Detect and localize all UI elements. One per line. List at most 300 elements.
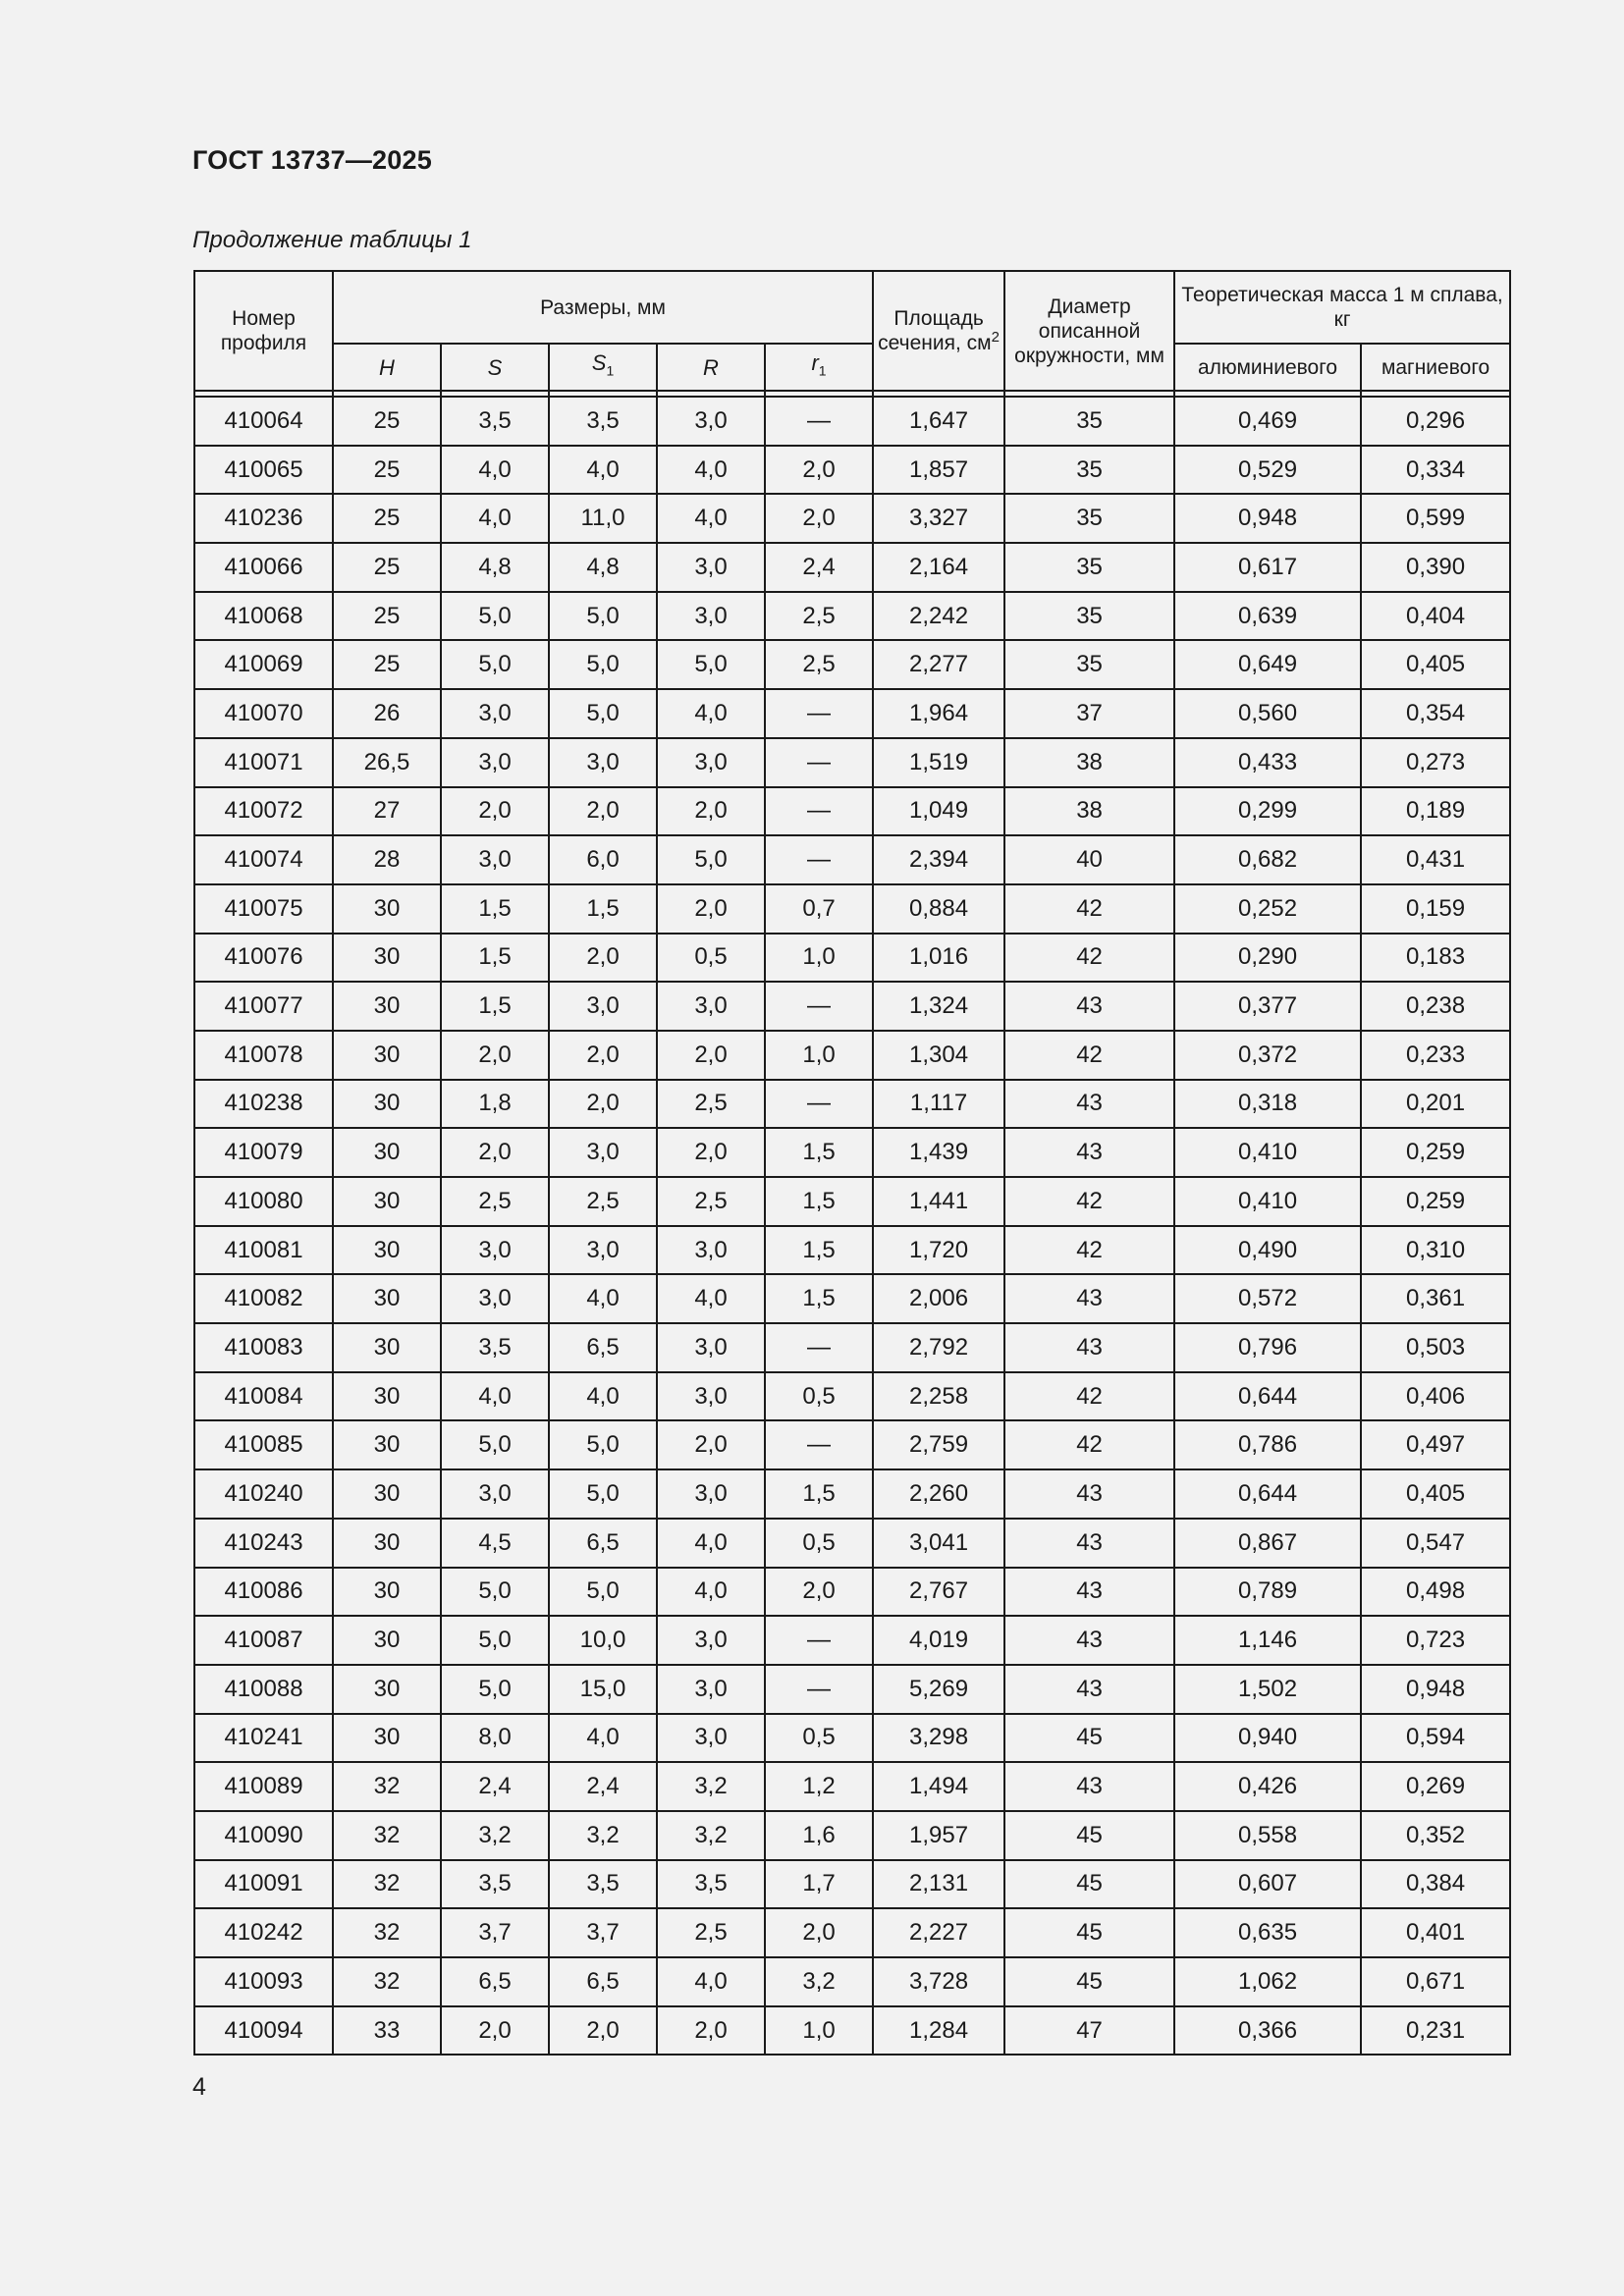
cell-R: 2,0 xyxy=(657,1128,765,1177)
table-row xyxy=(194,1323,1510,1372)
cell-area: 2,006 xyxy=(873,1274,1004,1323)
cell-area: 5,269 xyxy=(873,1665,1004,1714)
cell-diameter: 42 xyxy=(1004,1226,1174,1275)
cell-profile-number: 410080 xyxy=(194,1177,333,1226)
table-row xyxy=(194,738,1510,787)
cell-R: 5,0 xyxy=(657,640,765,689)
cell-diameter: 35 xyxy=(1004,446,1174,495)
cell-S1: 15,0 xyxy=(549,1665,657,1714)
cell-diameter: 43 xyxy=(1004,1274,1174,1323)
cell-S1: 5,0 xyxy=(549,1420,657,1469)
cell-mass-aluminum: 0,426 xyxy=(1174,1762,1361,1811)
cell-mass-aluminum: 0,529 xyxy=(1174,446,1361,495)
cell-S: 3,0 xyxy=(441,1274,549,1323)
cell-profile-number: 410236 xyxy=(194,494,333,543)
cell-area: 3,327 xyxy=(873,494,1004,543)
cell-mass-aluminum: 0,789 xyxy=(1174,1568,1361,1617)
cell-R: 4,0 xyxy=(657,1519,765,1568)
cell-H: 25 xyxy=(333,397,441,446)
cell-S1: 3,5 xyxy=(549,397,657,446)
table-row xyxy=(194,884,1510,934)
cell-profile-number: 410076 xyxy=(194,934,333,983)
cell-S: 5,0 xyxy=(441,640,549,689)
cell-diameter: 43 xyxy=(1004,1323,1174,1372)
cell-diameter: 47 xyxy=(1004,2006,1174,2056)
cell-r1: 1,5 xyxy=(765,1226,873,1275)
cell-r1: — xyxy=(765,982,873,1031)
cell-mass-aluminum: 0,639 xyxy=(1174,592,1361,641)
cell-mass-magnesium: 0,671 xyxy=(1361,1957,1510,2006)
cell-R: 3,0 xyxy=(657,982,765,1031)
cell-diameter: 43 xyxy=(1004,1568,1174,1617)
header-S1-sub: 1 xyxy=(606,362,615,379)
cell-S: 2,5 xyxy=(441,1177,549,1226)
cell-mass-aluminum: 0,410 xyxy=(1174,1177,1361,1226)
header-area-text: Площадь сечения, см xyxy=(878,307,992,354)
cell-r1: 0,5 xyxy=(765,1714,873,1763)
header-mass: Теоретическая масса 1 м сплава, кг xyxy=(1174,271,1510,344)
table-row xyxy=(194,1177,1510,1226)
cell-profile-number: 410091 xyxy=(194,1860,333,1909)
cell-diameter: 43 xyxy=(1004,1762,1174,1811)
cell-S1: 6,5 xyxy=(549,1323,657,1372)
cell-S: 3,0 xyxy=(441,1226,549,1275)
cell-mass-aluminum: 0,635 xyxy=(1174,1908,1361,1957)
cell-area: 1,284 xyxy=(873,2006,1004,2056)
cell-diameter: 43 xyxy=(1004,1519,1174,1568)
cell-mass-magnesium: 0,183 xyxy=(1361,934,1510,983)
table-row xyxy=(194,1908,1510,1957)
cell-area: 2,258 xyxy=(873,1372,1004,1421)
table-row xyxy=(194,1714,1510,1763)
table-row xyxy=(194,1762,1510,1811)
table-row xyxy=(194,1226,1510,1275)
cell-S1: 2,0 xyxy=(549,1031,657,1080)
cell-mass-magnesium: 0,503 xyxy=(1361,1323,1510,1372)
table-row xyxy=(194,1957,1510,2006)
cell-diameter: 35 xyxy=(1004,543,1174,592)
cell-r1: 0,7 xyxy=(765,884,873,934)
cell-R: 0,5 xyxy=(657,934,765,983)
cell-r1: 1,5 xyxy=(765,1274,873,1323)
table-row xyxy=(194,494,1510,543)
header-H: H xyxy=(333,344,441,391)
cell-S: 3,0 xyxy=(441,689,549,738)
cell-S: 2,0 xyxy=(441,1031,549,1080)
cell-diameter: 45 xyxy=(1004,1860,1174,1909)
cell-area: 2,394 xyxy=(873,835,1004,884)
cell-R: 2,0 xyxy=(657,2006,765,2056)
cell-mass-magnesium: 0,334 xyxy=(1361,446,1510,495)
cell-profile-number: 410081 xyxy=(194,1226,333,1275)
cell-mass-magnesium: 0,498 xyxy=(1361,1568,1510,1617)
header-profile-number: Номер профиля xyxy=(194,271,333,391)
cell-S1: 2,4 xyxy=(549,1762,657,1811)
cell-S: 3,5 xyxy=(441,1323,549,1372)
cell-H: 25 xyxy=(333,446,441,495)
table-caption: Продолжение таблицы 1 xyxy=(192,227,472,253)
cell-r1: — xyxy=(765,689,873,738)
cell-R: 3,0 xyxy=(657,1323,765,1372)
cell-mass-aluminum: 0,560 xyxy=(1174,689,1361,738)
cell-area: 0,884 xyxy=(873,884,1004,934)
cell-R: 3,0 xyxy=(657,592,765,641)
cell-diameter: 38 xyxy=(1004,787,1174,836)
cell-S: 2,4 xyxy=(441,1762,549,1811)
cell-r1: 2,0 xyxy=(765,1908,873,1957)
cell-H: 30 xyxy=(333,1568,441,1617)
cell-diameter: 38 xyxy=(1004,738,1174,787)
cell-S1: 3,7 xyxy=(549,1908,657,1957)
cell-diameter: 40 xyxy=(1004,835,1174,884)
cell-profile-number: 410066 xyxy=(194,543,333,592)
cell-r1: 2,5 xyxy=(765,592,873,641)
cell-S: 1,8 xyxy=(441,1080,549,1129)
cell-r1: — xyxy=(765,1323,873,1372)
cell-H: 30 xyxy=(333,1323,441,1372)
cell-S1: 6,5 xyxy=(549,1957,657,2006)
cell-mass-aluminum: 0,796 xyxy=(1174,1323,1361,1372)
cell-profile-number: 410074 xyxy=(194,835,333,884)
cell-profile-number: 410088 xyxy=(194,1665,333,1714)
cell-mass-magnesium: 0,233 xyxy=(1361,1031,1510,1080)
table-body xyxy=(194,397,1510,2055)
header-r1-sub: 1 xyxy=(818,362,827,379)
cell-H: 30 xyxy=(333,884,441,934)
table-row xyxy=(194,592,1510,641)
cell-mass-magnesium: 0,159 xyxy=(1361,884,1510,934)
cell-S: 5,0 xyxy=(441,1616,549,1665)
cell-r1: — xyxy=(765,835,873,884)
cell-diameter: 45 xyxy=(1004,1714,1174,1763)
cell-profile-number: 410079 xyxy=(194,1128,333,1177)
cell-diameter: 42 xyxy=(1004,934,1174,983)
header-R: R xyxy=(657,344,765,391)
header-magnesium: магниевого xyxy=(1361,344,1510,391)
cell-mass-magnesium: 0,238 xyxy=(1361,982,1510,1031)
cell-mass-aluminum: 0,940 xyxy=(1174,1714,1361,1763)
cell-diameter: 42 xyxy=(1004,1372,1174,1421)
cell-S: 8,0 xyxy=(441,1714,549,1763)
cell-R: 3,5 xyxy=(657,1860,765,1909)
cell-S1: 3,2 xyxy=(549,1811,657,1860)
cell-R: 3,0 xyxy=(657,738,765,787)
cell-S: 1,5 xyxy=(441,934,549,983)
cell-S1: 4,0 xyxy=(549,446,657,495)
header-S1 xyxy=(549,344,657,391)
cell-S1: 4,0 xyxy=(549,1372,657,1421)
cell-profile-number: 410085 xyxy=(194,1420,333,1469)
cell-area: 2,277 xyxy=(873,640,1004,689)
cell-H: 26,5 xyxy=(333,738,441,787)
table-row xyxy=(194,640,1510,689)
cell-S: 3,0 xyxy=(441,738,549,787)
cell-H: 30 xyxy=(333,1420,441,1469)
cell-S1: 4,0 xyxy=(549,1274,657,1323)
cell-mass-magnesium: 0,547 xyxy=(1361,1519,1510,1568)
cell-mass-aluminum: 0,433 xyxy=(1174,738,1361,787)
cell-R: 3,0 xyxy=(657,1616,765,1665)
cell-diameter: 35 xyxy=(1004,640,1174,689)
cell-profile-number: 410094 xyxy=(194,2006,333,2056)
cell-r1: 2,0 xyxy=(765,494,873,543)
cell-r1: — xyxy=(765,787,873,836)
cell-area: 2,759 xyxy=(873,1420,1004,1469)
cell-H: 30 xyxy=(333,1177,441,1226)
table-row xyxy=(194,397,1510,446)
cell-mass-magnesium: 0,406 xyxy=(1361,1372,1510,1421)
cell-mass-aluminum: 0,366 xyxy=(1174,2006,1361,2056)
cell-S1: 4,8 xyxy=(549,543,657,592)
table-row xyxy=(194,1372,1510,1421)
cell-profile-number: 410077 xyxy=(194,982,333,1031)
cell-mass-aluminum: 1,062 xyxy=(1174,1957,1361,2006)
cell-mass-magnesium: 0,594 xyxy=(1361,1714,1510,1763)
cell-R: 2,5 xyxy=(657,1908,765,1957)
cell-r1: — xyxy=(765,1420,873,1469)
table-header xyxy=(194,271,1510,397)
cell-R: 3,2 xyxy=(657,1811,765,1860)
cell-mass-magnesium: 0,269 xyxy=(1361,1762,1510,1811)
cell-mass-magnesium: 0,384 xyxy=(1361,1860,1510,1909)
cell-r1: — xyxy=(765,1616,873,1665)
cell-mass-aluminum: 0,290 xyxy=(1174,934,1361,983)
cell-profile-number: 410078 xyxy=(194,1031,333,1080)
header-area xyxy=(873,271,1004,391)
cell-diameter: 42 xyxy=(1004,1177,1174,1226)
cell-r1: 3,2 xyxy=(765,1957,873,2006)
cell-r1: 0,5 xyxy=(765,1372,873,1421)
cell-S1: 11,0 xyxy=(549,494,657,543)
cell-S1: 2,5 xyxy=(549,1177,657,1226)
cell-area: 1,439 xyxy=(873,1128,1004,1177)
cell-r1: 2,5 xyxy=(765,640,873,689)
cell-profile-number: 410072 xyxy=(194,787,333,836)
profiles-table xyxy=(193,270,1511,2056)
cell-R: 3,0 xyxy=(657,397,765,446)
cell-H: 27 xyxy=(333,787,441,836)
cell-R: 2,0 xyxy=(657,1031,765,1080)
header-S: S xyxy=(441,344,549,391)
cell-S1: 2,0 xyxy=(549,2006,657,2056)
cell-profile-number: 410240 xyxy=(194,1469,333,1519)
cell-R: 2,5 xyxy=(657,1177,765,1226)
cell-mass-magnesium: 0,361 xyxy=(1361,1274,1510,1323)
cell-H: 25 xyxy=(333,543,441,592)
document-header: ГОСТ 13737—2025 xyxy=(192,145,432,175)
cell-profile-number: 410082 xyxy=(194,1274,333,1323)
cell-S1: 2,0 xyxy=(549,1080,657,1129)
cell-R: 4,0 xyxy=(657,1274,765,1323)
cell-mass-aluminum: 0,469 xyxy=(1174,397,1361,446)
header-dimensions: Размеры, мм xyxy=(333,271,873,344)
cell-r1: 1,5 xyxy=(765,1128,873,1177)
cell-area: 3,728 xyxy=(873,1957,1004,2006)
cell-mass-magnesium: 0,231 xyxy=(1361,2006,1510,2056)
cell-diameter: 43 xyxy=(1004,1128,1174,1177)
cell-S: 3,0 xyxy=(441,835,549,884)
cell-area: 2,767 xyxy=(873,1568,1004,1617)
cell-S1: 6,5 xyxy=(549,1519,657,1568)
cell-R: 4,0 xyxy=(657,1957,765,2006)
cell-S1: 3,0 xyxy=(549,738,657,787)
cell-S: 5,0 xyxy=(441,1665,549,1714)
cell-profile-number: 410068 xyxy=(194,592,333,641)
cell-H: 30 xyxy=(333,1665,441,1714)
cell-area: 1,857 xyxy=(873,446,1004,495)
cell-r1: 1,5 xyxy=(765,1469,873,1519)
table-row xyxy=(194,1128,1510,1177)
cell-area: 1,519 xyxy=(873,738,1004,787)
cell-diameter: 45 xyxy=(1004,1811,1174,1860)
page-number: 4 xyxy=(192,2073,206,2101)
cell-H: 30 xyxy=(333,1616,441,1665)
cell-mass-magnesium: 0,390 xyxy=(1361,543,1510,592)
cell-S1: 3,0 xyxy=(549,1226,657,1275)
cell-area: 1,117 xyxy=(873,1080,1004,1129)
cell-r1: 1,7 xyxy=(765,1860,873,1909)
cell-R: 2,0 xyxy=(657,787,765,836)
cell-R: 2,0 xyxy=(657,1420,765,1469)
cell-area: 2,227 xyxy=(873,1908,1004,1957)
cell-R: 3,0 xyxy=(657,1469,765,1519)
cell-profile-number: 410093 xyxy=(194,1957,333,2006)
cell-r1: — xyxy=(765,1080,873,1129)
cell-mass-magnesium: 0,259 xyxy=(1361,1128,1510,1177)
cell-H: 26 xyxy=(333,689,441,738)
table-row xyxy=(194,1568,1510,1617)
cell-S1: 5,0 xyxy=(549,592,657,641)
cell-S: 4,0 xyxy=(441,1372,549,1421)
cell-diameter: 43 xyxy=(1004,1616,1174,1665)
cell-area: 2,260 xyxy=(873,1469,1004,1519)
cell-mass-magnesium: 0,201 xyxy=(1361,1080,1510,1129)
cell-area: 4,019 xyxy=(873,1616,1004,1665)
cell-S1: 10,0 xyxy=(549,1616,657,1665)
cell-area: 1,016 xyxy=(873,934,1004,983)
cell-H: 30 xyxy=(333,982,441,1031)
cell-S: 2,0 xyxy=(441,2006,549,2056)
cell-R: 3,0 xyxy=(657,1372,765,1421)
table-row xyxy=(194,446,1510,495)
cell-mass-aluminum: 0,644 xyxy=(1174,1372,1361,1421)
cell-mass-magnesium: 0,401 xyxy=(1361,1908,1510,1957)
cell-area: 2,164 xyxy=(873,543,1004,592)
cell-mass-magnesium: 0,405 xyxy=(1361,640,1510,689)
cell-H: 32 xyxy=(333,1811,441,1860)
cell-S: 4,8 xyxy=(441,543,549,592)
cell-r1: 1,0 xyxy=(765,1031,873,1080)
cell-S: 1,5 xyxy=(441,982,549,1031)
cell-mass-aluminum: 1,146 xyxy=(1174,1616,1361,1665)
cell-diameter: 45 xyxy=(1004,1908,1174,1957)
cell-area: 1,957 xyxy=(873,1811,1004,1860)
cell-mass-magnesium: 0,599 xyxy=(1361,494,1510,543)
table-row xyxy=(194,1420,1510,1469)
cell-mass-aluminum: 0,649 xyxy=(1174,640,1361,689)
cell-r1: 2,0 xyxy=(765,1568,873,1617)
cell-area: 1,304 xyxy=(873,1031,1004,1080)
cell-diameter: 35 xyxy=(1004,397,1174,446)
cell-diameter: 42 xyxy=(1004,884,1174,934)
cell-diameter: 35 xyxy=(1004,592,1174,641)
cell-profile-number: 410241 xyxy=(194,1714,333,1763)
cell-S: 5,0 xyxy=(441,592,549,641)
cell-profile-number: 410069 xyxy=(194,640,333,689)
cell-H: 32 xyxy=(333,1957,441,2006)
cell-H: 30 xyxy=(333,1714,441,1763)
cell-mass-aluminum: 0,786 xyxy=(1174,1420,1361,1469)
cell-H: 30 xyxy=(333,1372,441,1421)
header-diameter: Диаметр описанной окружности, мм xyxy=(1004,271,1174,391)
cell-r1: 1,0 xyxy=(765,934,873,983)
cell-R: 4,0 xyxy=(657,446,765,495)
cell-r1: — xyxy=(765,738,873,787)
cell-S1: 6,0 xyxy=(549,835,657,884)
cell-r1: 0,5 xyxy=(765,1519,873,1568)
cell-mass-magnesium: 0,189 xyxy=(1361,787,1510,836)
cell-mass-aluminum: 0,252 xyxy=(1174,884,1361,934)
cell-r1: 1,5 xyxy=(765,1177,873,1226)
cell-area: 3,298 xyxy=(873,1714,1004,1763)
cell-R: 3,0 xyxy=(657,1665,765,1714)
cell-S1: 2,0 xyxy=(549,934,657,983)
cell-mass-magnesium: 0,497 xyxy=(1361,1420,1510,1469)
cell-diameter: 42 xyxy=(1004,1031,1174,1080)
header-r1 xyxy=(765,344,873,391)
cell-profile-number: 410242 xyxy=(194,1908,333,1957)
cell-mass-aluminum: 0,607 xyxy=(1174,1860,1361,1909)
cell-mass-magnesium: 0,352 xyxy=(1361,1811,1510,1860)
cell-area: 1,049 xyxy=(873,787,1004,836)
cell-profile-number: 410238 xyxy=(194,1080,333,1129)
cell-mass-magnesium: 0,723 xyxy=(1361,1616,1510,1665)
cell-diameter: 42 xyxy=(1004,1420,1174,1469)
cell-S: 5,0 xyxy=(441,1568,549,1617)
cell-mass-aluminum: 1,502 xyxy=(1174,1665,1361,1714)
cell-mass-aluminum: 0,299 xyxy=(1174,787,1361,836)
cell-mass-aluminum: 0,558 xyxy=(1174,1811,1361,1860)
cell-diameter: 43 xyxy=(1004,1080,1174,1129)
cell-mass-magnesium: 0,259 xyxy=(1361,1177,1510,1226)
cell-H: 25 xyxy=(333,640,441,689)
cell-mass-aluminum: 0,410 xyxy=(1174,1128,1361,1177)
cell-mass-aluminum: 0,372 xyxy=(1174,1031,1361,1080)
cell-area: 1,647 xyxy=(873,397,1004,446)
cell-mass-magnesium: 0,948 xyxy=(1361,1665,1510,1714)
table-row xyxy=(194,1274,1510,1323)
cell-H: 33 xyxy=(333,2006,441,2056)
cell-mass-aluminum: 0,318 xyxy=(1174,1080,1361,1129)
header-r1-base: r xyxy=(811,350,819,376)
cell-R: 2,5 xyxy=(657,1080,765,1129)
table-row xyxy=(194,1811,1510,1860)
cell-area: 1,441 xyxy=(873,1177,1004,1226)
cell-mass-magnesium: 0,310 xyxy=(1361,1226,1510,1275)
cell-R: 4,0 xyxy=(657,689,765,738)
cell-area: 1,720 xyxy=(873,1226,1004,1275)
cell-mass-aluminum: 0,377 xyxy=(1174,982,1361,1031)
cell-profile-number: 410086 xyxy=(194,1568,333,1617)
cell-profile-number: 410075 xyxy=(194,884,333,934)
cell-S1: 2,0 xyxy=(549,787,657,836)
cell-H: 32 xyxy=(333,1860,441,1909)
cell-profile-number: 410071 xyxy=(194,738,333,787)
cell-mass-aluminum: 0,644 xyxy=(1174,1469,1361,1519)
cell-H: 32 xyxy=(333,1762,441,1811)
cell-area: 2,242 xyxy=(873,592,1004,641)
cell-profile-number: 410243 xyxy=(194,1519,333,1568)
